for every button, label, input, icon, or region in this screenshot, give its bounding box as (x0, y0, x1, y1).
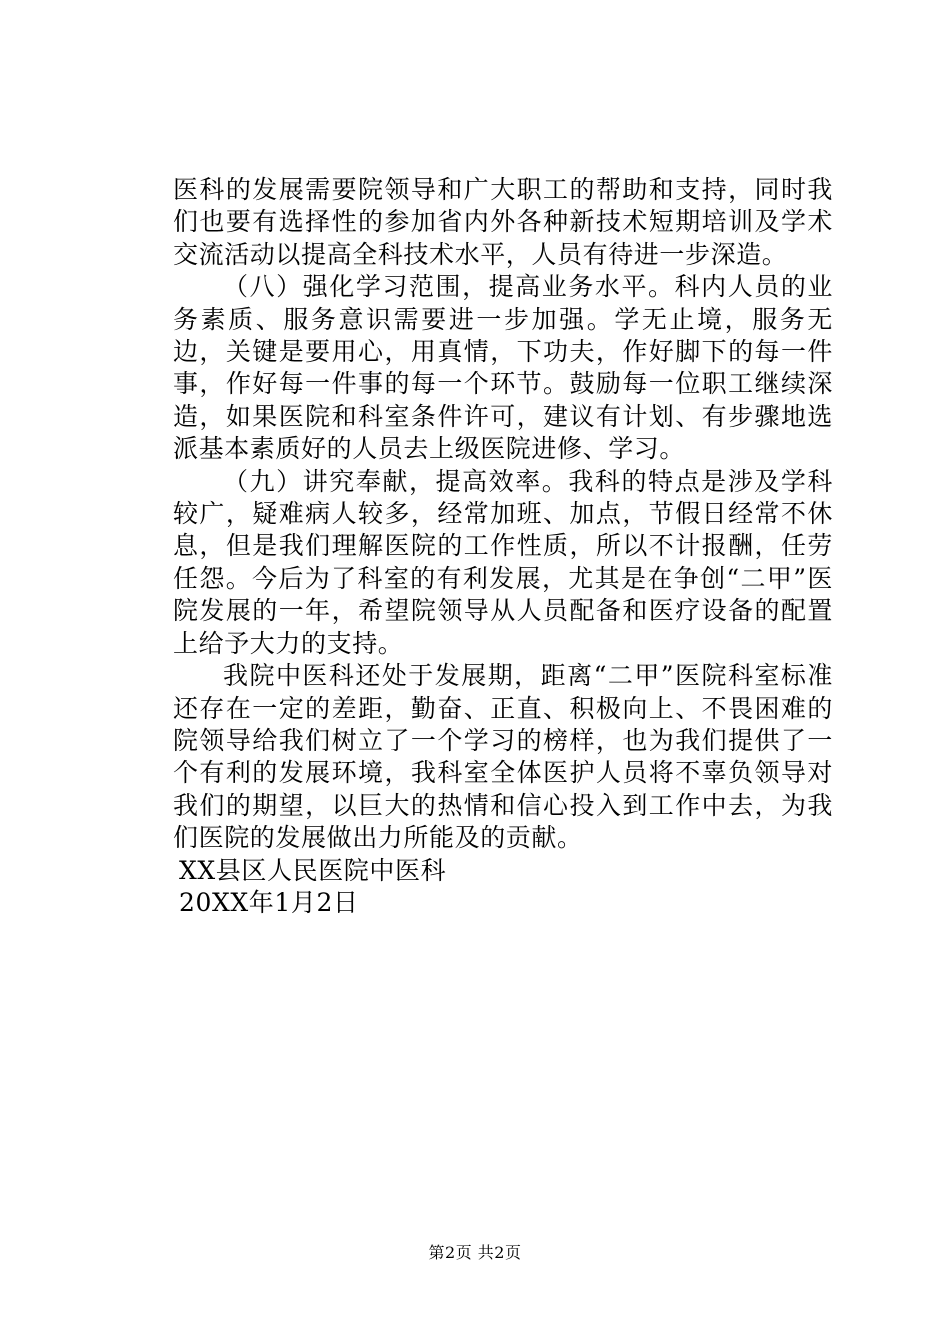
page-number-footer: 第2页 共2页 (428, 1243, 522, 1262)
signature-date: 20XX年1月2日 (179, 887, 359, 917)
paragraph-conclusion: 我院中医科还处于发展期，距离“二甲”医院科室标准还存在一定的差距，勤奋、正直、积极向上、不畏困难的院领导给我们树立了一个学习的榜样，也为我们提供了一个有利的发展环境，我科室全体医护人员将不辜负领导对我们的期望，以巨大的热情和信心投入到工作中去，为我们医院的发展做出力所能及的贡献。 (173, 661, 833, 853)
document-body (173, 174, 833, 919)
signature-organization: XX县区人民医院中医科 (179, 855, 447, 885)
paragraph-section-nine: （九）讲究奉献，提高效率。我科的特点是涉及学科较广，疑难病人较多，经常加班、加点，节假日经常不休息，但是我们理解医院的工作性质，所以不计报酬，任劳任怨。今后为了科室的有利发展，尤其是在争创“二甲”医院发展的一年，希望院领导从人员配备和医疗设备的配置上给予大力的支持。 (173, 466, 833, 658)
paragraph-intro-continuation: 医科的发展需要院领导和广大职工的帮助和支持，同时我们也要有选择性的参加省内外各种新技术短期培训及学术交流活动以提高全科技术水平，人员有待进一步深造。 (173, 175, 833, 269)
paragraph-section-eight: （八）强化学习范围，提高业务水平。科内人员的业务素质、服务意识需要进一步加强。学无止境，服务无边，关键是要用心，用真情，下功夫，作好脚下的每一件事，作好每一件事的每一个环节。鼓励每一位职工继续深造，如果医院和科室条件许可，建议有计划、有步骤地选派基本素质好的人员去上级医院进修、学习。 (173, 272, 833, 464)
